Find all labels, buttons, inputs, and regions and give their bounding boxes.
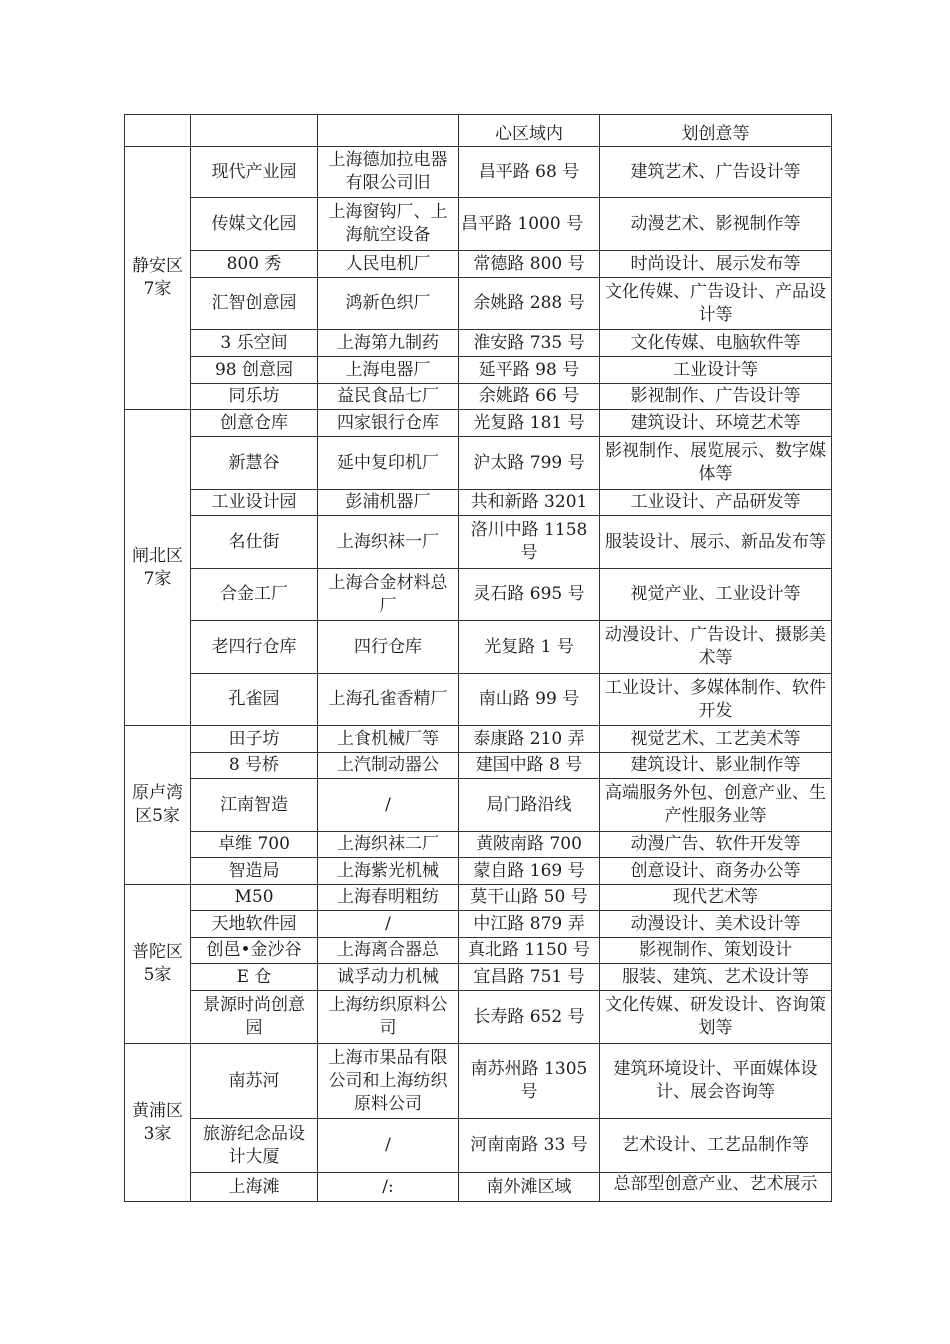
former-factory-cell: 彭浦机器厂 [318,490,459,516]
former-factory-cell: 上海合金材料总厂 [318,569,459,621]
focus-cell: 高端服务外包、创意产业、生产性服务业等 [600,779,832,832]
address-cell: 沪太路 799 号 [459,437,600,490]
table-row [125,858,832,885]
former-factory-cell: 鸿新色织厂 [318,278,459,330]
table-row [125,726,832,753]
focus-cell: 创意设计、商务办公等 [600,858,832,885]
table-row [125,490,832,516]
address-cell: 建国中路 8 号 [459,753,600,779]
former-factory-cell [318,198,459,251]
former-factory-cell: / [318,1119,459,1173]
table-row [125,1119,832,1173]
focus-cell: 建筑设计、影业制作等 [600,753,832,779]
focus-cell: 服装设计、展示、新品发布等 [600,516,832,569]
former-factory-cell [318,885,459,911]
focus-cell: 建筑设计、环境艺术等 [600,410,832,437]
park-name-cell: 3 乐空间 [191,330,318,357]
former-factory-text: 上海德加拉电器有限公司旧 [328,150,448,193]
address-cell: 余姚路 66 号 [459,384,600,410]
park-name-cell: 工业设计园 [191,490,318,516]
park-name-cell: 田子坊 [191,726,318,753]
former-factory-cell [318,115,459,147]
park-name-cell: 800 秀 [191,251,318,278]
park-name-cell: 上海滩 [191,1173,318,1202]
former-factory-text: 上海春明粗纺 [337,887,439,907]
former-factory-cell: 益民食品七厂 [318,384,459,410]
former-factory-cell: 上海紫光机械 [318,858,459,885]
park-name-cell: 名仕街 [191,516,318,569]
former-factory-cell [318,147,459,198]
address-cell: 河南南路 33 号 [459,1119,600,1173]
focus-cell: 影视制作、策划设计 [600,938,832,964]
park-name-cell: M50 [191,885,318,911]
former-factory-cell: 上海孔雀香精厂 [318,674,459,726]
table-row [125,753,832,779]
park-name-cell: 江南智造 [191,779,318,832]
former-factory-cell: 上海市果品有限公司和上海纺织原料公司 [318,1044,459,1119]
table-row [125,115,832,147]
park-name-cell: 景源时尚创意园 [191,991,318,1044]
focus-cell: 工业设计等 [600,357,832,384]
park-name-cell: 创意仓库 [191,410,318,437]
address-cell: 长寿路 652 号 [459,991,600,1044]
former-factory-cell: 上海织袜二厂 [318,832,459,858]
former-factory-cell: 四行仓库 [318,621,459,674]
address-cell: 延平路 98 号 [459,357,600,384]
address-cell: 昌平路 1000 号 [459,198,600,251]
table-row [125,674,832,726]
former-factory-cell: 四家银行仓库 [318,410,459,437]
park-name-cell: E 仓 [191,964,318,991]
table-row [125,991,832,1044]
focus-cell [600,1173,832,1202]
address-cell: 余姚路 288 号 [459,278,600,330]
address-cell: 中江路 879 弄 [459,911,600,938]
former-factory-cell [318,330,459,357]
table-row [125,330,832,357]
focus-cell: 服装、建筑、艺术设计等 [600,964,832,991]
park-name-cell: 合金工厂 [191,569,318,621]
former-factory-cell: 延中复印机厂 [318,437,459,490]
park-name-cell [191,115,318,147]
address-cell: 莫干山路 50 号 [459,885,600,911]
table-row [125,198,832,251]
address-cell: 南外滩区域 [459,1173,600,1202]
focus-cell: 动漫广告、软件开发等 [600,832,832,858]
table-row [125,147,832,198]
former-factory-cell: 上海纺织原料公司 [318,991,459,1044]
former-factory-text: 上海第九制药 [337,332,439,353]
focus-cell: 工业设计、产品研发等 [600,490,832,516]
former-factory-text: 上海窗钩厂、上海航空设备 [328,202,448,245]
former-factory-cell: /: [318,1173,459,1202]
address-cell: 光复路 181 号 [459,410,600,437]
park-name-cell: 同乐坊 [191,384,318,410]
park-name-cell: 传媒文化园 [191,198,318,251]
former-factory-text: 上海离合器总 [337,940,439,960]
park-name-cell: 天地软件园 [191,911,318,938]
park-name-cell: 智造局 [191,858,318,885]
address-cell: 南山路 99 号 [459,674,600,726]
table-row [125,779,832,832]
address-cell: 常德路 800 号 [459,251,600,278]
park-name-cell: 旅游纪念品设计大厦 [191,1119,318,1173]
address-cell: 宜昌路 751 号 [459,964,600,991]
park-name-cell: 孔雀园 [191,674,318,726]
address-cell: 南苏州路 1305 号 [459,1044,600,1119]
focus-cell: 动漫设计、美术设计等 [600,911,832,938]
former-factory-cell: / [318,779,459,832]
park-name-cell: 南苏河 [191,1044,318,1119]
district-label: 黄浦区3家 [125,1044,191,1202]
focus-cell: 时尚设计、展示发布等 [600,251,832,278]
table-row [125,278,832,330]
table-row [125,938,832,964]
focus-cell: 动漫艺术、影视制作等 [600,198,832,251]
table-row [125,911,832,938]
district-label: 闸北区7家 [125,410,191,726]
table-row [125,832,832,858]
focus-cell: 现代艺术等 [600,885,832,911]
address-cell: 昌平路 68 号 [459,147,600,198]
former-factory-cell: 上食机械厂等 [318,726,459,753]
focus-cell: 视觉产业、工业设计等 [600,569,832,621]
focus-cell: 文化传媒、研发设计、咨询策划等 [600,991,832,1044]
address-cell: 黄陂南路 700 [459,832,600,858]
district-cell [125,115,191,147]
park-name-cell: 创邑•金沙谷 [191,938,318,964]
park-name-cell: 现代产业园 [191,147,318,198]
park-name-cell: 卓维 700 [191,832,318,858]
former-factory-cell: 上汽制动器公 [318,753,459,779]
table-row [125,1173,832,1202]
park-name-cell: 98 创意园 [191,357,318,384]
district-label: 静安区7家 [125,147,191,410]
park-name-cell: 新慧谷 [191,437,318,490]
table-row [125,1044,832,1119]
focus-cell: 影视制作、展览展示、数字媒体等 [600,437,832,490]
focus-cell: 动漫设计、广告设计、摄影美术等 [600,621,832,674]
former-factory-cell [318,938,459,964]
table-row [125,410,832,437]
table-row [125,964,832,991]
table-row [125,384,832,410]
address-cell: 心区域内 [459,115,600,147]
table-row [125,569,832,621]
former-factory-cell: 上海电器厂 [318,357,459,384]
table-row [125,885,832,911]
address-cell: 真北路 1150 号 [459,938,600,964]
focus-cell: 划创意等 [600,115,832,147]
address-cell: 共和新路 3201 [459,490,600,516]
focus-cell: 建筑艺术、广告设计等 [600,147,832,198]
table-row [125,516,832,569]
table-row [125,251,832,278]
former-factory-cell: 人民电机厂 [318,251,459,278]
focus-cell: 文化传媒、电脑软件等 [600,330,832,357]
focus-cell: 建筑环境设计、平面媒体设计、展会咨询等 [600,1044,832,1119]
former-factory-cell: 诚孚动力机械 [318,964,459,991]
focus-cell: 艺术设计、工艺品制作等 [600,1119,832,1173]
address-cell: 洛川中路 1158 号 [459,516,600,569]
address-cell: 淮安路 735 号 [459,330,600,357]
park-name-cell: 汇智创意园 [191,278,318,330]
address-cell: 局门路沿线 [459,779,600,832]
address-cell: 灵石路 695 号 [459,569,600,621]
former-factory-cell: 上海织袜一厂 [318,516,459,569]
table-row [125,621,832,674]
park-name-cell: 老四行仓库 [191,621,318,674]
address-cell: 光复路 1 号 [459,621,600,674]
focus-cell: 工业设计、多媒体制作、软件开发 [600,674,832,726]
district-label: 普陀区5家 [125,885,191,1044]
district-label: 原卢湾区5家 [125,726,191,885]
address-cell: 蒙自路 169 号 [459,858,600,885]
focus-cell: 文化传媒、广告设计、产品设计等 [600,278,832,330]
creative-parks-table [124,114,832,1202]
table-row [125,437,832,490]
focus-cell: 影视制作、广告设计等 [600,384,832,410]
focus-cell: 视觉艺术、工艺美术等 [600,726,832,753]
address-cell: 泰康路 210 弄 [459,726,600,753]
former-factory-cell: / [318,911,459,938]
table-row [125,357,832,384]
park-name-cell: 8 号桥 [191,753,318,779]
focus-text: 总部型创意产业、艺术展示 [613,1174,818,1194]
